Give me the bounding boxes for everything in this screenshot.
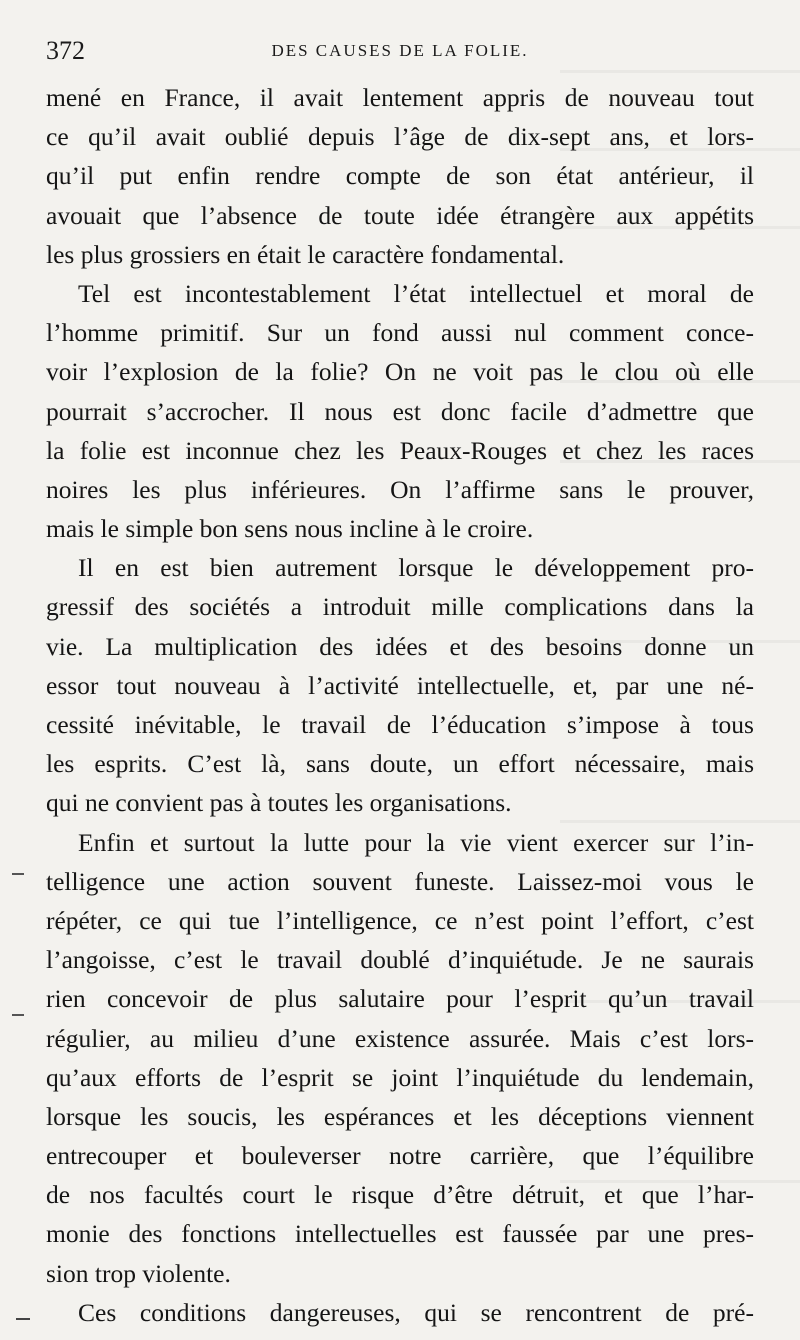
text-line: noires les plus inférieures. On l’affirme sans le prouver, xyxy=(46,474,754,504)
body-text xyxy=(46,78,754,1332)
text-line: sion trop violente. xyxy=(46,1258,231,1288)
text-line: mais le simple bon sens nous incline à le croire. xyxy=(46,514,534,544)
text-line: qu’aux efforts de l’esprit se joint l’inquiétude du lendemain, xyxy=(46,1062,754,1092)
text-line: voir l’explosion de la folie? On ne voit pas le clou où elle xyxy=(46,357,754,387)
text-line: ce qu’il avait oublié depuis l’âge de dix-sept ans, et lors- xyxy=(46,122,754,152)
text-line: Enfin et surtout la lutte pour la vie vient exercer sur l’in- xyxy=(78,827,754,857)
text-line: lorsque les soucis, les espérances et les déceptions viennent xyxy=(46,1101,754,1131)
text-line: Tel est incontestablement l’état intellectuel et moral de xyxy=(78,278,754,308)
text-line: mené en France, il avait lentement appris de nouveau tout xyxy=(46,83,754,112)
page-number: 372 xyxy=(46,36,85,65)
text-line: régulier, au milieu d’une existence assurée. Mais c’est lors- xyxy=(46,1023,754,1053)
text-line: vie. La multiplication des idées et des besoins donne un xyxy=(46,631,754,661)
page-header xyxy=(46,36,754,70)
text-line: telligence une action souvent funeste. Laissez-moi vous le xyxy=(46,866,754,896)
text-line: répéter, ce qui tue l’intelligence, ce n’est point l’effort, c’est xyxy=(46,905,754,935)
running-title: DES CAUSES DE LA FOLIE. xyxy=(271,41,529,60)
text-line: l’homme primitif. Sur un fond aussi nul comment conce- xyxy=(46,318,754,348)
text-line: Il en est bien autrement lorsque le développement pro- xyxy=(78,553,754,583)
text-line: les plus grossiers en était le caractère fondamental. xyxy=(46,239,565,269)
text-line: qu’il put enfin rendre compte de son état antérieur, il xyxy=(46,161,754,191)
text-line: gressif des sociétés a introduit mille complications dans la xyxy=(46,592,754,622)
text-line: pourrait s’accrocher. Il nous est donc facile d’admettre que xyxy=(46,396,754,426)
text-line: rien concevoir de plus salutaire pour l’esprit qu’un travail xyxy=(46,984,754,1014)
text-line: les esprits. C’est là, sans doute, un effort nécessaire, mais xyxy=(46,749,754,779)
text-line: avouait que l’absence de toute idée étrangère aux appétits xyxy=(46,200,754,230)
text-line: entrecouper et bouleverser notre carrière, que l’équilibre xyxy=(46,1141,754,1171)
margin-mark xyxy=(12,1014,24,1016)
text-line: qui ne convient pas à toutes les organisations. xyxy=(46,788,512,818)
text-line: monie des fonctions intellectuelles est faussée par une pres- xyxy=(46,1219,754,1249)
text-line: cessité inévitable, le travail de l’éducation s’impose à tous xyxy=(46,710,754,739)
margin-mark xyxy=(16,1318,30,1320)
margin-mark xyxy=(12,873,24,875)
text-line: l’angoisse, c’est le travail doublé d’inquiétude. Je ne saurais xyxy=(46,945,754,975)
text-line: la folie est inconnue chez les Peaux-Rouges et chez les races xyxy=(46,435,754,465)
text-line: de nos facultés court le risque d’être détruit, et que l’har- xyxy=(46,1180,754,1210)
text-line: essor tout nouveau à l’activité intellectuelle, et, par une né- xyxy=(46,670,754,700)
text-line: Ces conditions dangereuses, qui se rencontrent de pré- xyxy=(78,1297,754,1327)
